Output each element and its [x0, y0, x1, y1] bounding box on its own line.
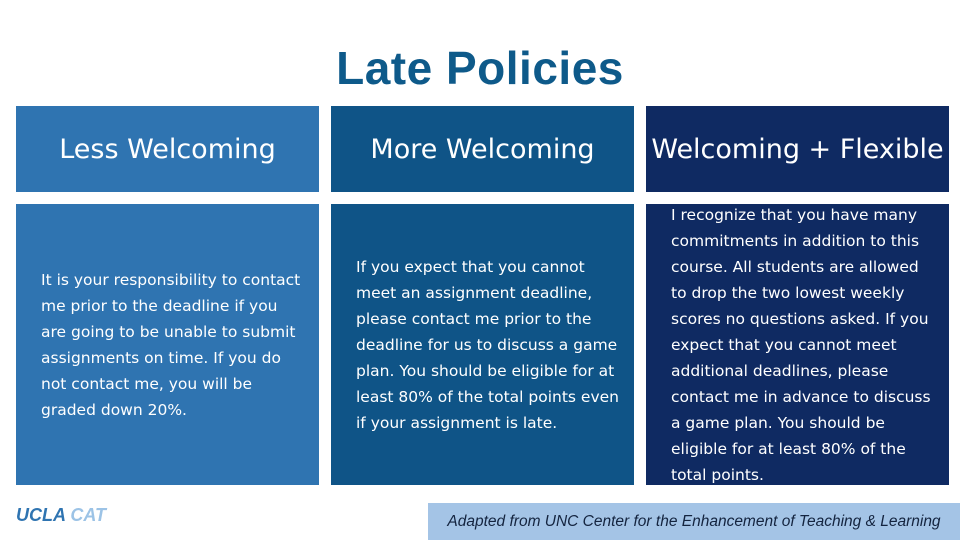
attribution-text: Adapted from UNC Center for the Enhancement of Teaching & Learning	[447, 512, 941, 530]
slide-title: Late Policies	[336, 42, 624, 94]
logo-ucla-text: UCLA	[16, 505, 66, 525]
column-body-more-welcoming	[331, 204, 634, 485]
column-heading-welcoming-flexible: Welcoming + Flexible	[646, 106, 949, 192]
column-body-text: I recognize that you have many commitments in addition to this course. All students are allowed to drop the two lowest weekly scores no questions asked. If you expect that you cannot meet additional deadlines, please contact me in advance to discuss a game plan. You should be eligible for at least 80% of the total points.	[671, 205, 931, 484]
column-body-less-welcoming	[16, 204, 319, 485]
column-body-text: It is your responsibility to contact me prior to the deadline if you are going to be unable to submit assignments on time. If you do not contact me, you will be graded down 20%.	[41, 270, 301, 419]
column-heading-less-welcoming: Less Welcoming	[16, 106, 319, 192]
column-body-welcoming-flexible	[646, 204, 949, 485]
column-body-text: If you expect that you cannot meet an assignment deadline, please contact me prior to the deadline for us to discuss a game plan. You should be eligible for at least 80% of the total points even if your assignment is late.	[356, 257, 620, 432]
ucla-cat-logo	[16, 504, 106, 526]
logo-cat-text: CAT	[70, 505, 107, 525]
attribution-banner	[428, 503, 960, 540]
column-heading-more-welcoming: More Welcoming	[331, 106, 634, 192]
